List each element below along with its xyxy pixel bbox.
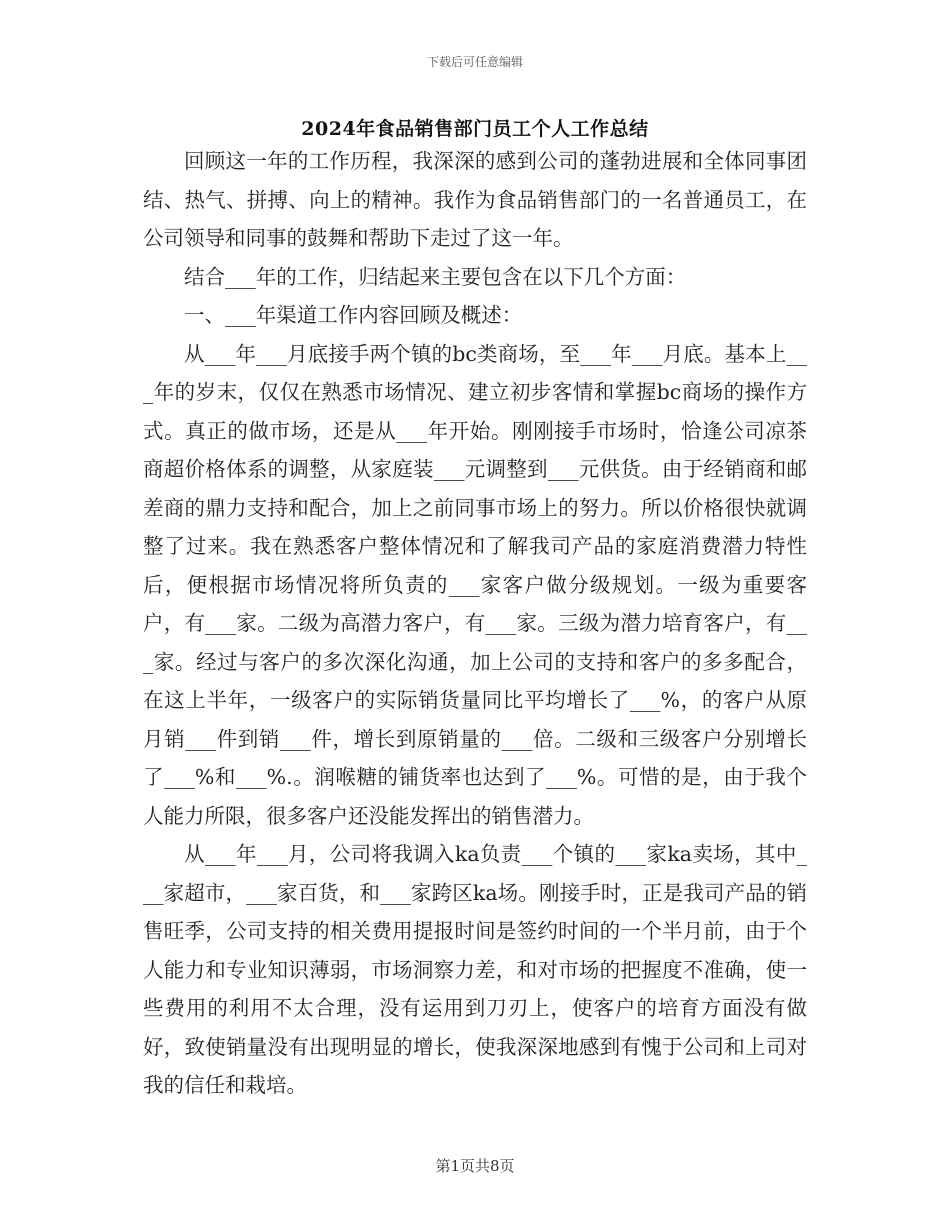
- section-heading-channel-review: 一、___年渠道工作内容回顾及概述：: [184, 303, 523, 327]
- paragraph-ka-market: 从___年___月，公司将我调入ka负责___个镇的___家ka卖场，其中___家超市，___家百货，和___家跨区ka场。刚接手时，正是我司产品的销售旺季，公司支持的相关费用提报时间是签约时间的一个半月前，由于个人能力和专业知识薄弱，市场洞察力差，和对市场的把握度不准确，使一些费用的利用不太合理，没有运用到刀刃上，使客户的培育方面没有做好，致使销量没有出现明显的增长，使我深深地感到有愧于公司和上司对我的信任和栽培。: [143, 842, 807, 1097]
- page-header-note: 下载后可任意编辑: [426, 55, 523, 69]
- document-title: 2024年食品销售部门员工个人工作总结: [301, 118, 649, 140]
- paragraph-summary-intro: 结合___年的工作，归结起来主要包含在以下几个方面：: [184, 264, 687, 289]
- paragraph-bc-market: 从___年___月底接手两个镇的bc类商场，至___年___月底。基本上___年的岁末，仅仅在熟悉市场情况、建立初步客情和掌握bc商场的操作方式。真正的做市场，还是从___年开始。刚刚接手市场时，恰逢公司凉茶商超价格体系的调整，从家庭装___元调整到___元供货。由于经销商和邮差商的鼎力支持和配合，加上之前同事市场上的努力。所以价格很快就调整了过来。我在熟悉客户整体情况和了解我司产品的家庭消费潜力特性后，便根据市场情况将所负责的___家客户做分级规划。一级为重要客户，有___家。二级为高潜力客户，有___家。三级为潜力培育客户，有___家。经过与客户的多次深化沟通，加上公司的支持和客户的多多配合，在这上半年，一级客户的实际销货量同比平均增长了___%，的客户从原月销___件到销___件，增长到原销量的___倍。二级和三级客户分别增长了___%和___%.。润喉糖的铺货率也达到了___%。可惜的是，由于我个人能力所限，很多客户还没能发挥出的销售潜力。: [143, 341, 807, 828]
- document-body: [143, 142, 807, 1105]
- page-number: 第1页共8页: [435, 1157, 515, 1175]
- paragraph-review: 回顾这一年的工作历程，我深深的感到公司的蓬勃进展和全体同事团结、热气、拼搏、向上的精神。我作为食品销售部门的一名普通员工，在公司领导和同事的鼓舞和帮助下走过了这一年。: [143, 149, 807, 250]
